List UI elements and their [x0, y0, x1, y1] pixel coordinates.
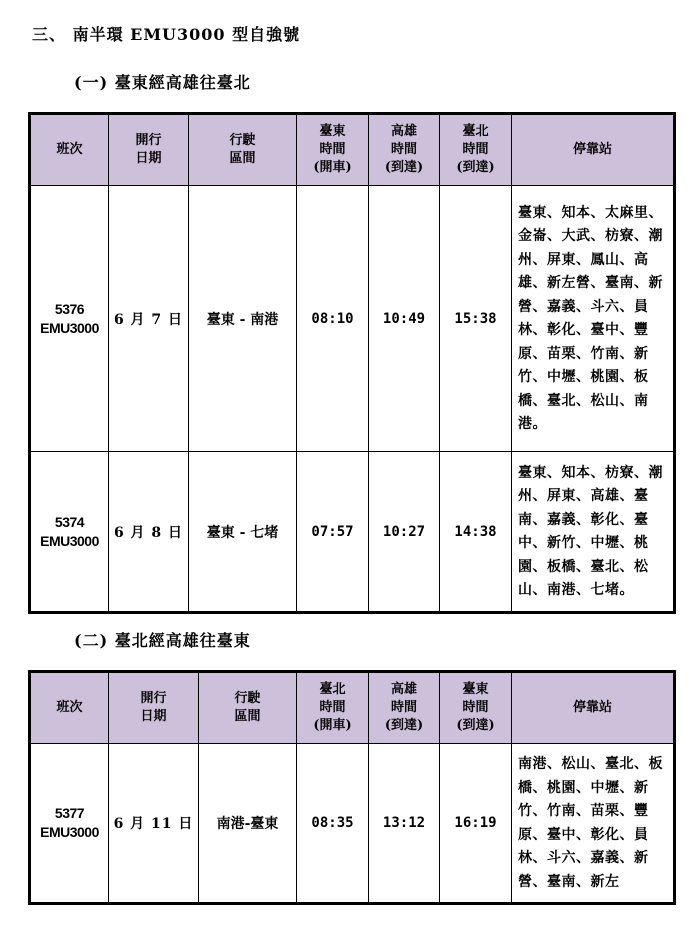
arrive-time-cell: 16:19 — [440, 744, 512, 904]
section-title: 三、 南半環 EMU3000 型自強號 — [32, 25, 301, 44]
route-cell: 南港-臺東 — [199, 744, 297, 904]
header-route: 行駛 區間 — [189, 114, 297, 186]
depart-time-cell: 07:57 — [297, 452, 369, 613]
header-date: 開行 日期 — [109, 114, 189, 186]
subtitle-taitung-to-taipei: (一) 臺東經高雄往臺北 — [74, 73, 251, 92]
train-cell: 5376 EMU3000 — [30, 186, 109, 452]
date-cell: 6 月 7 日 — [109, 186, 189, 452]
schedule-table-southbound-2 — [28, 670, 676, 905]
date-cell: 6 月 8 日 — [109, 452, 189, 613]
depart-time-cell: 08:35 — [297, 744, 369, 904]
header-date: 開行 日期 — [109, 672, 199, 744]
schedule-table-southbound-1 — [28, 112, 676, 614]
header-time-3: 臺北 時間 (到達) — [440, 114, 512, 186]
train-cell: 5374 EMU3000 — [30, 452, 109, 613]
header-time-1: 臺東 時間 (開車) — [297, 114, 369, 186]
header-time-2: 高雄 時間 (到達) — [369, 672, 440, 744]
stops-cell: 臺東、知本、太麻里、金崙、大武、枋寮、潮州、屏東、鳳山、高雄、新左營、臺南、新營、嘉義、斗六、員林、彰化、臺中、豐原、苗栗、竹南、新竹、中壢、桃園、板橋、臺北、松山、南港。 — [512, 186, 675, 452]
table-header-row — [30, 114, 675, 186]
arrive-time-cell: 15:38 — [440, 186, 512, 452]
route-cell: 臺東 - 南港 — [189, 186, 297, 452]
table-row — [30, 186, 675, 452]
stops-cell: 南港、松山、臺北、板橋、桃園、中壢、新竹、竹南、苗栗、豐原、臺中、彰化、員林、斗六、嘉義、新營、臺南、新左 — [512, 744, 675, 904]
train-cell: 5377 EMU3000 — [30, 744, 109, 904]
header-time-3: 臺東 時間 (到達) — [440, 672, 512, 744]
subtitle-taipei-to-taitung: (二) 臺北經高雄往臺東 — [74, 631, 251, 650]
kaohsiung-time-cell: 10:49 — [369, 186, 440, 452]
header-stops: 停靠站 — [512, 672, 675, 744]
table-row — [30, 452, 675, 613]
stops-cell: 臺東、知本、枋寮、潮州、屏東、高雄、臺南、嘉義、彰化、臺中、新竹、中壢、桃園、板橋、臺北、松山、南港、七堵。 — [512, 452, 675, 613]
table-row — [30, 744, 675, 904]
kaohsiung-time-cell: 13:12 — [369, 744, 440, 904]
date-cell: 6 月 11 日 — [109, 744, 199, 904]
header-time-1: 臺北 時間 (開車) — [297, 672, 369, 744]
header-train: 班次 — [30, 672, 109, 744]
header-route: 行駛 區間 — [199, 672, 297, 744]
header-time-2: 高雄 時間 (到達) — [369, 114, 440, 186]
route-cell: 臺東 - 七堵 — [189, 452, 297, 613]
arrive-time-cell: 14:38 — [440, 452, 512, 613]
header-stops: 停靠站 — [512, 114, 675, 186]
kaohsiung-time-cell: 10:27 — [369, 452, 440, 613]
header-train: 班次 — [30, 114, 109, 186]
depart-time-cell: 08:10 — [297, 186, 369, 452]
table-header-row — [30, 672, 675, 744]
